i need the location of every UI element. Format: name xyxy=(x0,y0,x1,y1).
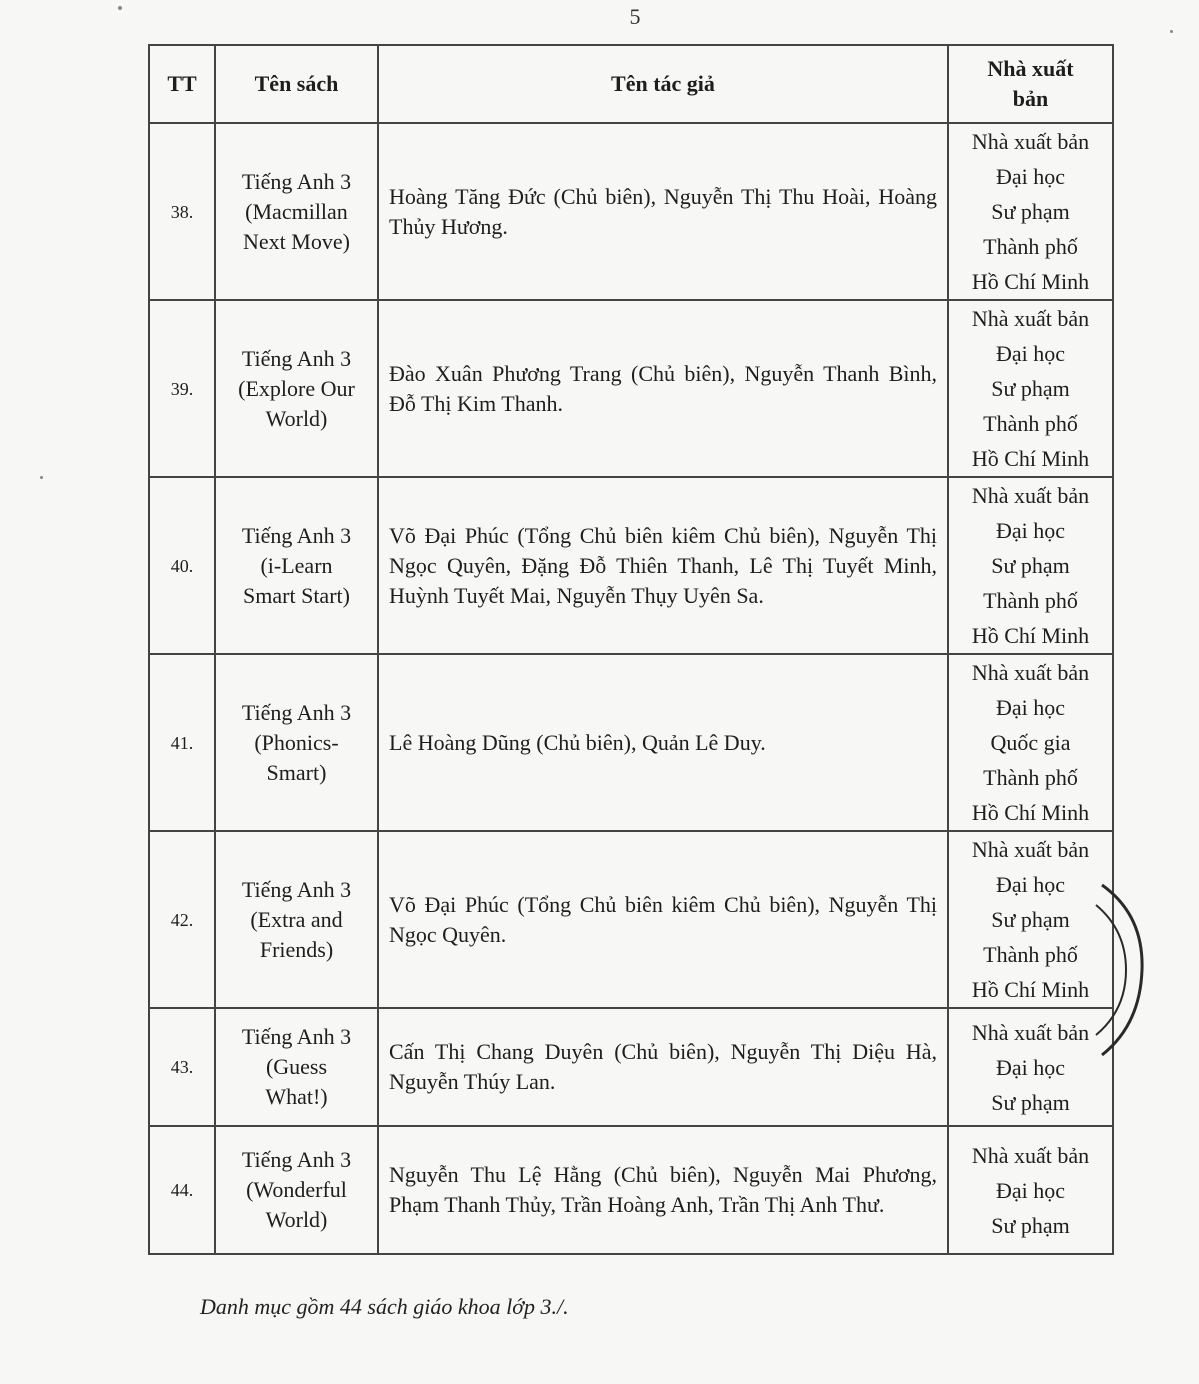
author-cell: Nguyễn Thu Lệ Hằng (Chủ biên), Nguyễn Mai Phương, Phạm Thanh Thủy, Trần Hoàng Anh, Trần Thị Anh Thư. xyxy=(378,1126,948,1254)
header-publisher-line: Nhà xuất xyxy=(987,56,1074,81)
book-title-line: Smart Start) xyxy=(243,582,350,608)
author-cell: Võ Đại Phúc (Tổng Chủ biên kiêm Chủ biên), Nguyễn Thị Ngọc Quyên. xyxy=(378,831,948,1008)
book-title-line: Friends) xyxy=(259,936,334,962)
book-title-cell xyxy=(215,1008,378,1126)
book-title-line: World) xyxy=(265,1207,328,1232)
row-number: 39. xyxy=(149,300,215,477)
scan-speck xyxy=(1170,30,1173,33)
publisher-cell xyxy=(948,1126,1113,1254)
book-title-line: Tiếng Anh 3 xyxy=(241,876,352,902)
publisher-line: Sư phạm xyxy=(991,1089,1070,1115)
book-title-line: Tiếng Anh 3 xyxy=(241,1147,352,1172)
book-title-line: Tiếng Anh 3 xyxy=(241,168,352,194)
book-title-line: Next Move) xyxy=(243,228,350,254)
book-title-line: (Explore Our xyxy=(238,375,355,401)
publisher-line: Đại học xyxy=(995,164,1066,189)
header-author: Tên tác giả xyxy=(378,45,948,123)
book-title-line: (i-Learn xyxy=(260,552,333,578)
publisher-line: Thành phố xyxy=(983,411,1078,436)
textbook-list-table xyxy=(148,44,1114,1255)
header-tt: TT xyxy=(149,45,215,123)
publisher-line: Thành phố xyxy=(983,234,1078,259)
publisher-line: Thành phố xyxy=(983,942,1078,967)
book-title-cell xyxy=(215,300,378,477)
publisher-line: Sư phạm xyxy=(991,1212,1070,1238)
book-title-line: (Phonics- xyxy=(254,729,339,755)
table-row xyxy=(149,654,1113,831)
author-cell: Cấn Thị Chang Duyên (Chủ biên), Nguyễn Thị Diệu Hà, Nguyễn Thúy Lan. xyxy=(378,1008,948,1126)
publisher-cell xyxy=(948,477,1113,654)
publisher-line: Nhà xuất bản xyxy=(971,306,1090,331)
book-title-cell xyxy=(215,477,378,654)
row-number: 40. xyxy=(149,477,215,654)
publisher-line: Đại học xyxy=(995,1177,1066,1203)
publisher-line: Nhà xuất bản xyxy=(971,483,1090,508)
book-title-cell xyxy=(215,1126,378,1254)
table-row xyxy=(149,1008,1113,1126)
publisher-line: Nhà xuất bản xyxy=(971,1019,1090,1045)
publisher-line: Nhà xuất bản xyxy=(971,129,1090,154)
publisher-line: Hồ Chí Minh xyxy=(971,800,1090,825)
publisher-line: Nhà xuất bản xyxy=(971,660,1090,685)
publisher-line: Hồ Chí Minh xyxy=(971,269,1090,294)
publisher-line: Hồ Chí Minh xyxy=(971,623,1090,648)
publisher-line: Đại học xyxy=(995,872,1066,897)
row-number: 44. xyxy=(149,1126,215,1254)
book-title-line: Smart) xyxy=(266,759,327,785)
book-title-line: Tiếng Anh 3 xyxy=(241,345,352,371)
publisher-line: Sư phạm xyxy=(991,376,1070,401)
footnote: Danh mục gồm 44 sách giáo khoa lớp 3./. xyxy=(200,1294,569,1319)
table-row xyxy=(149,123,1113,300)
row-number: 42. xyxy=(149,831,215,1008)
scan-speck xyxy=(118,6,122,10)
publisher-cell xyxy=(948,1008,1113,1126)
publisher-line: Thành phố xyxy=(983,588,1078,613)
publisher-line: Hồ Chí Minh xyxy=(971,446,1090,471)
book-title-line: (Extra and xyxy=(250,906,343,932)
book-title-line: (Macmillan xyxy=(245,198,348,224)
publisher-line: Quốc gia xyxy=(990,730,1071,755)
book-title-line: Tiếng Anh 3 xyxy=(241,699,352,725)
header-publisher-line: bản xyxy=(1012,86,1049,111)
row-number: 38. xyxy=(149,123,215,300)
book-title-line: What!) xyxy=(265,1084,328,1109)
publisher-line: Hồ Chí Minh xyxy=(971,977,1090,1002)
publisher-cell xyxy=(948,654,1113,831)
publisher-cell xyxy=(948,123,1113,300)
publisher-line: Đại học xyxy=(995,695,1066,720)
table-row xyxy=(149,300,1113,477)
publisher-line: Nhà xuất bản xyxy=(971,1142,1090,1168)
author-cell: Lê Hoàng Dũng (Chủ biên), Quản Lê Duy. xyxy=(378,654,948,831)
table-row xyxy=(149,1126,1113,1254)
publisher-cell xyxy=(948,300,1113,477)
book-title-cell xyxy=(215,123,378,300)
table-header-row xyxy=(149,45,1113,123)
stamp-fragment xyxy=(1092,875,1152,1065)
publisher-cell xyxy=(948,831,1113,1008)
row-number: 41. xyxy=(149,654,215,831)
author-cell: Võ Đại Phúc (Tổng Chủ biên kiêm Chủ biên), Nguyễn Thị Ngọc Quyên, Đặng Đỗ Thiên Thanh, Lê Thị Tuyết Minh, Huỳnh Tuyết Mai, Nguyễn Thụy Uyên Sa. xyxy=(378,477,948,654)
table-row xyxy=(149,477,1113,654)
page-number: 5 xyxy=(629,4,641,29)
publisher-line: Đại học xyxy=(995,341,1066,366)
publisher-line: Sư phạm xyxy=(991,907,1070,932)
publisher-line: Đại học xyxy=(995,1054,1066,1080)
book-title-line: World) xyxy=(265,405,328,431)
book-title-cell xyxy=(215,654,378,831)
book-title-line: (Wonderful xyxy=(246,1177,347,1202)
header-publisher xyxy=(948,45,1113,123)
publisher-line: Thành phố xyxy=(983,765,1078,790)
row-number: 43. xyxy=(149,1008,215,1126)
publisher-line: Sư phạm xyxy=(991,553,1070,578)
book-title-line: Tiếng Anh 3 xyxy=(241,522,352,548)
publisher-line: Nhà xuất bản xyxy=(971,837,1090,862)
table-row xyxy=(149,831,1113,1008)
author-cell: Hoàng Tăng Đức (Chủ biên), Nguyễn Thị Thu Hoài, Hoàng Thủy Hương. xyxy=(378,123,948,300)
publisher-line: Đại học xyxy=(995,518,1066,543)
publisher-line: Sư phạm xyxy=(991,199,1070,224)
header-book-title: Tên sách xyxy=(215,45,378,123)
scan-speck xyxy=(40,476,43,479)
book-title-cell xyxy=(215,831,378,1008)
textbook-table xyxy=(148,44,1112,1255)
book-title-line: Tiếng Anh 3 xyxy=(241,1024,352,1049)
book-title-line: (Guess xyxy=(265,1054,328,1079)
author-cell: Đào Xuân Phương Trang (Chủ biên), Nguyễn Thanh Bình, Đỗ Thị Kim Thanh. xyxy=(378,300,948,477)
